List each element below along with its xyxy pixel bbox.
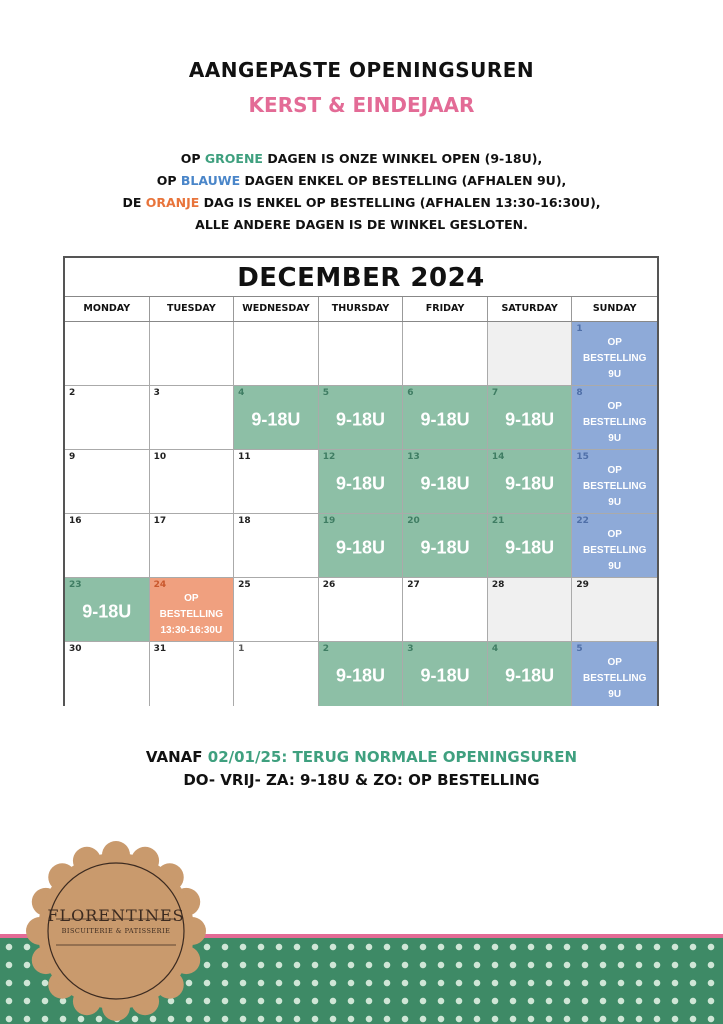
day-number: 20 xyxy=(407,516,420,526)
day-hours-label xyxy=(403,537,487,558)
day-label-line-1: 9-18U xyxy=(420,409,470,430)
intro-line-3: DE ORANJE DAG IS ENKEL OP BESTELLING (AFHALEN 13:30-16:30U), xyxy=(122,195,601,210)
day-number: 1 xyxy=(238,644,245,654)
calendar-day xyxy=(572,450,657,514)
day-label-line-1: 9-18U xyxy=(505,409,555,430)
calendar-day xyxy=(65,322,150,386)
calendar-day xyxy=(488,514,573,578)
weekday-friday: FRIDAY xyxy=(403,297,488,321)
day-number: 15 xyxy=(576,452,589,462)
calendar-day xyxy=(150,642,235,706)
day-number: 23 xyxy=(69,580,82,590)
calendar-day xyxy=(572,386,657,450)
calendar-day xyxy=(403,386,488,450)
day-hours-label xyxy=(403,409,487,430)
logo-text xyxy=(26,906,206,935)
weekday-monday: MONDAY xyxy=(65,297,150,321)
calendar-day xyxy=(234,578,319,642)
day-number: 9 xyxy=(69,452,76,462)
day-number: 11 xyxy=(238,452,251,462)
calendar-day xyxy=(319,322,404,386)
intro-line-1: OP GROENE DAGEN IS ONZE WINKEL OPEN (9-18U), xyxy=(180,151,543,166)
calendar-day xyxy=(150,386,235,450)
day-label-line-1: OP BESTELLING xyxy=(583,336,647,364)
day-hours-label xyxy=(572,462,657,510)
footer-line-2: DO- VRIJ- ZA: 9-18U & ZO: OP BESTELLING xyxy=(183,771,540,789)
day-hours-label xyxy=(488,537,572,558)
day-label-line-2: 9U xyxy=(608,368,622,380)
day-number: 17 xyxy=(153,516,167,526)
calendar-day xyxy=(488,578,573,642)
day-hours-label xyxy=(572,334,657,382)
day-number: 1 xyxy=(576,324,583,334)
weekday-thursday: THURSDAY xyxy=(319,297,404,321)
day-hours-label xyxy=(319,666,403,687)
day-hours-label xyxy=(403,666,487,687)
day-number: 27 xyxy=(407,580,420,590)
day-hours-label xyxy=(150,590,234,638)
calendar-day xyxy=(488,450,573,514)
weekday-tuesday: TUESDAY xyxy=(150,297,235,321)
calendar-day xyxy=(319,450,404,514)
day-hours-label xyxy=(572,398,657,446)
day-number: 6 xyxy=(407,388,414,398)
calendar-day xyxy=(234,450,319,514)
intro-line-4: ALLE ANDERE DAGEN IS DE WINKEL GESLOTEN. xyxy=(195,217,528,232)
day-number: 24 xyxy=(153,580,167,590)
day-hours-label xyxy=(319,473,403,494)
day-label-line-1: 9-18U xyxy=(251,409,301,430)
calendar-day xyxy=(319,386,404,450)
calendar-day xyxy=(65,642,150,706)
calendar-day xyxy=(403,322,488,386)
calendar-day xyxy=(403,514,488,578)
calendar-grid xyxy=(65,322,657,706)
day-label-line-1: 9-18U xyxy=(505,473,555,494)
day-hours-label xyxy=(65,601,149,622)
calendar-day xyxy=(572,578,657,642)
calendar-day xyxy=(65,578,150,642)
day-hours-label xyxy=(319,537,403,558)
day-number: 2 xyxy=(69,388,76,398)
day-number: 13 xyxy=(407,452,420,462)
blue-word: BLAUWE xyxy=(180,173,241,188)
day-number: 14 xyxy=(491,452,505,462)
calendar-day xyxy=(403,642,488,706)
orange-word: ORANJE xyxy=(145,195,200,210)
day-label-line-1: 9-18U xyxy=(335,473,385,494)
calendar-day xyxy=(65,514,150,578)
day-number: 26 xyxy=(322,580,336,590)
day-number: 3 xyxy=(153,388,160,398)
day-label-line-1: OP BESTELLING xyxy=(583,464,647,492)
weekday-wednesday: WEDNESDAY xyxy=(234,297,319,321)
day-label-line-1: OP BESTELLING xyxy=(159,592,224,620)
calendar-day xyxy=(403,450,488,514)
day-label-line-1: OP BESTELLING xyxy=(583,528,647,556)
day-hours-label xyxy=(319,409,403,430)
green-word: GROENE xyxy=(204,151,263,166)
day-number: 31 xyxy=(153,644,167,654)
day-label-line-1: 9-18U xyxy=(335,409,385,430)
calendar-day xyxy=(150,578,235,642)
weekday-saturday: SATURDAY xyxy=(488,297,573,321)
logo-name: FLORENTINES xyxy=(47,906,185,925)
weekday-header xyxy=(65,297,657,322)
calendar-day xyxy=(65,450,150,514)
calendar-day xyxy=(572,642,657,706)
day-number: 29 xyxy=(576,580,589,590)
footer-line-1: VANAF 02/01/25: TERUG NORMALE OPENINGSUREN xyxy=(145,748,578,766)
day-hours-label xyxy=(403,473,487,494)
day-label-line-1: OP BESTELLING xyxy=(583,400,647,428)
day-hours-label xyxy=(488,473,572,494)
calendar-day xyxy=(572,322,657,386)
day-number: 19 xyxy=(322,516,336,526)
day-number: 21 xyxy=(491,516,505,526)
day-number: 2 xyxy=(322,644,329,654)
day-number: 18 xyxy=(238,516,251,526)
calendar-day xyxy=(319,642,404,706)
day-number: 22 xyxy=(576,516,589,526)
day-number: 5 xyxy=(322,388,329,398)
day-hours-label xyxy=(488,409,572,430)
day-number: 5 xyxy=(576,644,583,654)
day-hours-label xyxy=(572,655,657,703)
day-label-line-2: 9U xyxy=(608,688,622,700)
day-number: 30 xyxy=(69,644,82,654)
calendar-day xyxy=(572,514,657,578)
calendar-day xyxy=(234,322,319,386)
day-hours-label xyxy=(234,409,318,430)
calendar-day xyxy=(488,386,573,450)
day-number: 16 xyxy=(69,516,82,526)
calendar-day xyxy=(488,642,573,706)
day-number: 4 xyxy=(238,388,245,398)
day-label-line-2: 13:30-16:30U xyxy=(160,624,223,636)
day-number: 4 xyxy=(491,644,499,654)
calendar-day xyxy=(150,450,235,514)
calendar-day xyxy=(403,578,488,642)
day-hours-label xyxy=(488,666,572,687)
day-label-line-1: 9-18U xyxy=(420,537,470,558)
day-label-line-1: 9-18U xyxy=(505,537,555,558)
calendar xyxy=(63,256,659,706)
day-number: 12 xyxy=(322,452,336,462)
day-label-line-2: 9U xyxy=(608,560,622,572)
footer-highlight: 02/01/25: TERUG NORMALE OPENINGSUREN xyxy=(207,748,578,766)
day-label-line-1: OP BESTELLING xyxy=(583,656,647,684)
day-label-line-2: 9U xyxy=(608,432,622,444)
calendar-day xyxy=(319,514,404,578)
calendar-day xyxy=(488,322,573,386)
calendar-day xyxy=(234,642,319,706)
intro-text xyxy=(0,148,723,236)
day-number: 28 xyxy=(491,580,505,590)
day-label-line-2: 9U xyxy=(608,496,622,508)
day-label-line-1: 9-18U xyxy=(420,473,470,494)
calendar-day xyxy=(150,514,235,578)
calendar-day xyxy=(150,322,235,386)
day-hours-label xyxy=(572,526,657,574)
day-label-line-1: 9-18U xyxy=(335,537,385,558)
calendar-day xyxy=(319,578,404,642)
day-label-line-1: 9-18U xyxy=(335,665,385,686)
day-number: 7 xyxy=(491,388,499,398)
calendar-day xyxy=(65,386,150,450)
day-number: 8 xyxy=(576,388,583,398)
day-label-line-1: 9-18U xyxy=(505,665,555,686)
page-title: AANGEPASTE OPENINGSUREN xyxy=(188,58,535,82)
logo-tagline: BISCUITERIE & PATISSERIE xyxy=(61,927,171,935)
day-number: 10 xyxy=(153,452,167,462)
calendar-title: DECEMBER 2024 xyxy=(65,258,657,297)
weekday-sunday: SUNDAY xyxy=(592,303,637,314)
day-number: 25 xyxy=(238,580,251,590)
page-subtitle: KERST & EINDEJAAR xyxy=(248,93,475,117)
day-label-line-1: 9-18U xyxy=(420,665,470,686)
day-label-line-1: 9-18U xyxy=(82,601,132,622)
calendar-day xyxy=(234,514,319,578)
calendar-day xyxy=(234,386,319,450)
day-number: 3 xyxy=(407,644,414,654)
intro-line-2: OP BLAUWE DAGEN ENKEL OP BESTELLING (AFHALEN 9U), xyxy=(156,173,567,188)
